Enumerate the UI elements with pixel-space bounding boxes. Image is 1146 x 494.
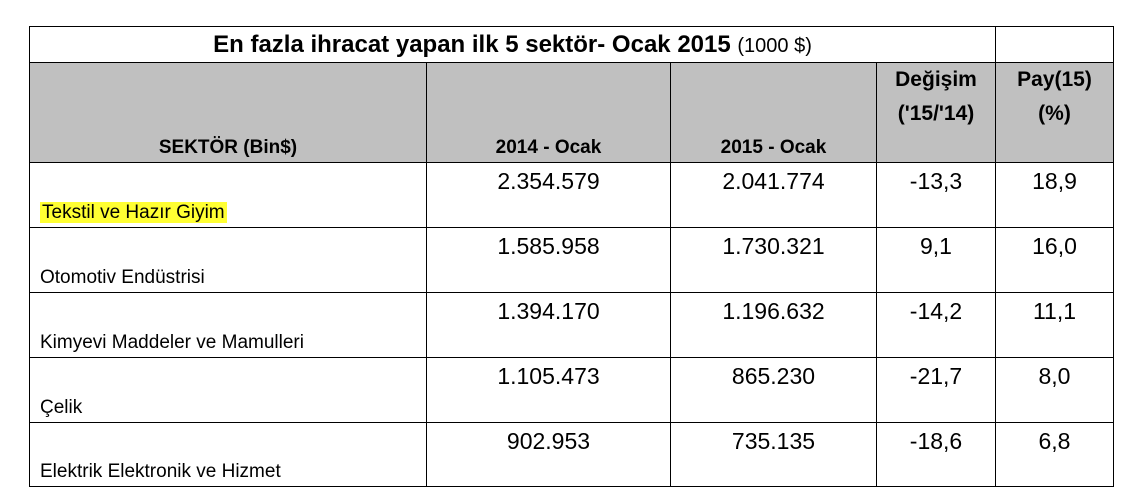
share-cell: 11,1 xyxy=(996,293,1114,358)
header-change-line1: Değişim xyxy=(895,68,977,91)
header-share xyxy=(996,63,1114,163)
value-2014-cell: 1.394.170 xyxy=(427,293,671,358)
change-cell: -13,3 xyxy=(877,163,996,228)
value-2015-cell: 1.730.321 xyxy=(671,228,877,293)
change-cell: 9,1 xyxy=(877,228,996,293)
table-row xyxy=(30,293,1114,358)
value-2014-cell: 902.953 xyxy=(427,423,671,487)
value-2014-cell: 1.585.958 xyxy=(427,228,671,293)
highlighted-sector-label: Tekstil ve Hazır Giyim xyxy=(42,202,225,223)
export-sectors-table xyxy=(29,26,1114,487)
sector-cell xyxy=(30,163,427,228)
change-cell: -14,2 xyxy=(877,293,996,358)
change-cell: -18,6 xyxy=(877,423,996,487)
table-row xyxy=(30,228,1114,293)
value-2014-cell: 1.105.473 xyxy=(427,358,671,423)
header-share-line1: Pay(15) xyxy=(1017,68,1092,91)
sector-cell: Otomotiv Endüstrisi xyxy=(30,228,427,293)
value-2015-cell: 865.230 xyxy=(671,358,877,423)
header-row xyxy=(30,63,1114,163)
share-cell: 18,9 xyxy=(996,163,1114,228)
header-2015: 2015 - Ocak xyxy=(671,63,877,163)
title-row xyxy=(30,27,1114,63)
table-title xyxy=(30,27,996,63)
header-change xyxy=(877,63,996,163)
change-cell: -21,7 xyxy=(877,358,996,423)
share-cell: 8,0 xyxy=(996,358,1114,423)
table-row xyxy=(30,358,1114,423)
value-2015-cell: 2.041.774 xyxy=(671,163,877,228)
header-share-line2: (%) xyxy=(1038,102,1071,125)
value-2015-cell: 1.196.632 xyxy=(671,293,877,358)
table-row xyxy=(30,163,1114,228)
value-2014-cell: 2.354.579 xyxy=(427,163,671,228)
header-2014: 2014 - Ocak xyxy=(427,63,671,163)
table-title-unit: (1000 $) xyxy=(737,34,812,57)
sector-cell: Elektrik Elektronik ve Hizmet xyxy=(30,423,427,487)
header-change-line2: ('15/'14) xyxy=(897,102,975,125)
sector-cell: Çelik xyxy=(30,358,427,423)
value-2015-cell: 735.135 xyxy=(671,423,877,487)
share-cell: 16,0 xyxy=(996,228,1114,293)
title-empty-cell xyxy=(996,27,1114,63)
header-sector: SEKTÖR (Bin$) xyxy=(30,63,427,163)
table-title-main: En fazla ihracat yapan ilk 5 sektör- Ocak 2015 xyxy=(213,30,731,58)
share-cell: 6,8 xyxy=(996,423,1114,487)
table-row xyxy=(30,423,1114,487)
sector-cell: Kimyevi Maddeler ve Mamulleri xyxy=(30,293,427,358)
